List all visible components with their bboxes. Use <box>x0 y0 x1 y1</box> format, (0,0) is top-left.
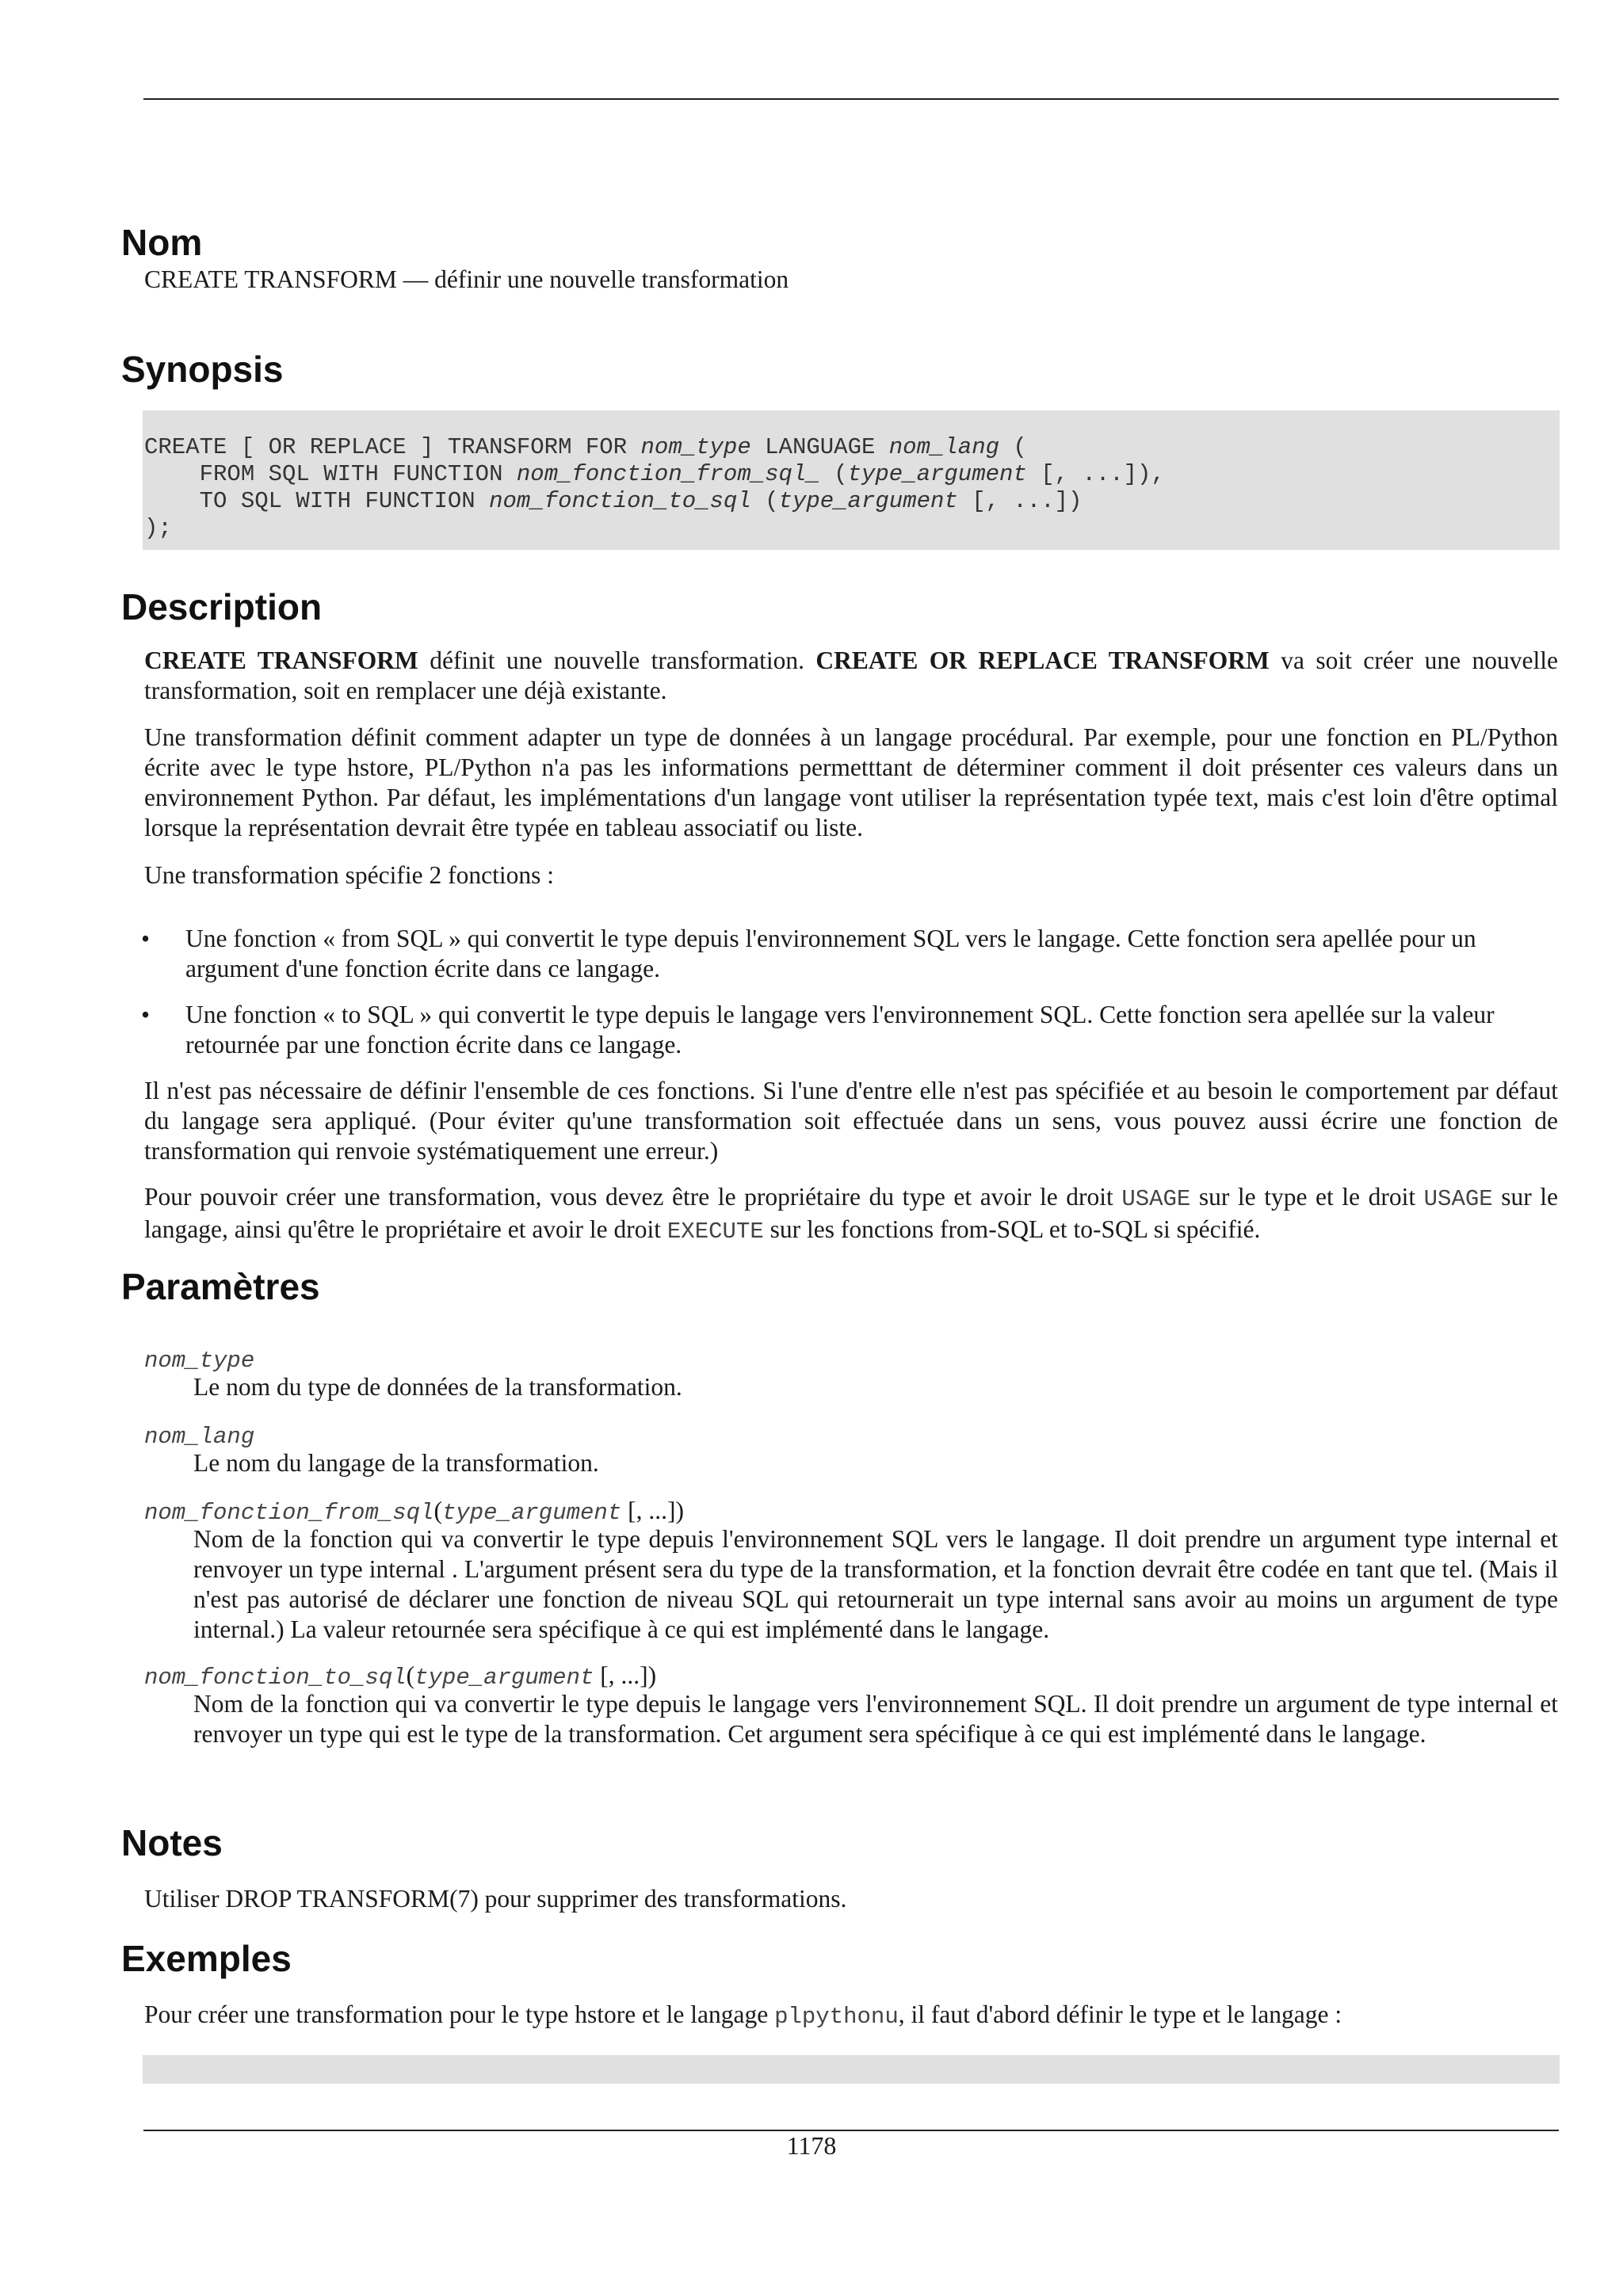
notes-text: Utiliser DROP TRANSFORM(7) pour supprimer des transformations. <box>144 1885 847 1913</box>
bullet-glyph: • <box>141 1001 151 1028</box>
nom-text: CREATE TRANSFORM — définir une nouvelle transformation <box>144 265 789 293</box>
description-paragraph-3: Une transformation spécifie 2 fonctions : <box>144 861 554 889</box>
param-def-nom-lang: Le nom du langage de la transformation. <box>193 1449 599 1477</box>
description-paragraph-5: Pour pouvoir créer une transformation, vous devez être le propriétaire du type et avoir le droit USAGE sur le type et le droit USAGE sur le langage, ainsi qu'être le propriétaire et avoir le droit EXECUTE sur les fonctions from-SQL et to-SQL si spécifié. <box>144 1183 1558 1245</box>
param-term-nom-lang: nom_lang <box>144 1424 255 1450</box>
description-paragraph-1: CREATE TRANSFORM définit une nouvelle transformation. CREATE OR REPLACE TRANSFORM va soit créer une nouvelle transformation, soit en remplacer une déjà existante. <box>144 646 1558 704</box>
page-number: 1178 <box>786 2131 837 2160</box>
param-def-fonction-from-sql: Nom de la fonction qui va convertir le type depuis l'environnement SQL vers le langage. Il doit prendre un argument type internal et renvoyer un type internal . L'argument présent sera du type de la transformation, et la fonction devrait être codée en tant que tel. (Mais il n'est pas autorisé de déclarer une fonction de niveau SQL qui retournerait un type internal sans avoir au moins un argument de type internal.) La valeur retournée sera spécifique à ce qui est implémenté dans le langage. <box>193 1525 1558 1643</box>
example-code-block <box>143 2055 1560 2084</box>
section-heading-nom: Nom <box>121 222 203 263</box>
bullet-item-to-sql: Une fonction « to SQL » qui convertit le type depuis le langage vers l'environnement SQL. Cette fonction sera apellée sur la valeur retournée par une fonction écrite dans ce langage. <box>185 1001 1495 1058</box>
section-heading-parametres: Paramètres <box>121 1266 320 1307</box>
header-rule <box>143 98 1559 100</box>
section-heading-description: Description <box>121 586 323 627</box>
exemples-text: Pour créer une transformation pour le type hstore et le langage plpythonu, il faut d'abord définir le type et le langage : <box>144 2000 1342 2030</box>
section-heading-synopsis: Synopsis <box>121 349 284 390</box>
param-def-nom-type: Le nom du type de données de la transformation. <box>193 1373 682 1401</box>
synopsis-code: CREATE [ OR REPLACE ] TRANSFORM FOR nom_type LANGUAGE nom_lang ( FROM SQL WITH FUNCTION nom_fonction_from_sql_ (type_argument [, ...]), TO SQL WITH FUNCTION nom_fonction_to_sql (type_argument [, ...]) ); <box>144 434 1165 541</box>
param-term-fonction-from-sql: nom_fonction_from_sql(type_argument [, ...]) <box>144 1497 684 1526</box>
param-def-fonction-to-sql: Nom de la fonction qui va convertir le type depuis le langage vers l'environnement SQL. Il doit prendre un argument de type internal et renvoyer un type qui est le type de la transformation. Cet argument sera spécifique à ce qui est implémenté dans le langage. <box>193 1690 1558 1748</box>
param-term-fonction-to-sql: nom_fonction_to_sql(type_argument [, ...]) <box>144 1661 657 1691</box>
bullet-glyph: • <box>141 925 151 952</box>
synopsis-code-block <box>143 410 1560 550</box>
param-term-nom-type: nom_type <box>144 1348 255 1374</box>
description-paragraph-4: Il n'est pas nécessaire de définir l'ensemble de ces fonctions. Si l'une d'entre elle n'est pas spécifiée et au besoin le comportement par défaut du langage sera appliqué. (Pour éviter qu'une transformation soit effectuée dans un sens, vous pouvez aussi écrire une fonction de transformation qui renvoie systématiquement une erreur.) <box>144 1077 1558 1165</box>
section-heading-notes: Notes <box>121 1822 223 1863</box>
bullet-item-from-sql: Une fonction « from SQL » qui convertit le type depuis l'environnement SQL vers le langage. Cette fonction sera apellée pour un argument d'une fonction écrite dans ce langage. <box>185 925 1476 982</box>
section-heading-exemples: Exemples <box>121 1938 292 1979</box>
description-paragraph-2: Une transformation définit comment adapter un type de données à un langage procédural. Par exemple, pour une fonction en PL/Python écrite avec le type hstore, PL/Python n'a pas les informations permetttant de déterminer comment il doit présenter ces valeurs dans un environnement Python. Par défaut, les implémentations d'un langage vont utiliser la représentation typée text, mais c'est loin d'être optimal lorsque la représentation devrait être typée en tableau associatif ou liste. <box>144 723 1558 841</box>
